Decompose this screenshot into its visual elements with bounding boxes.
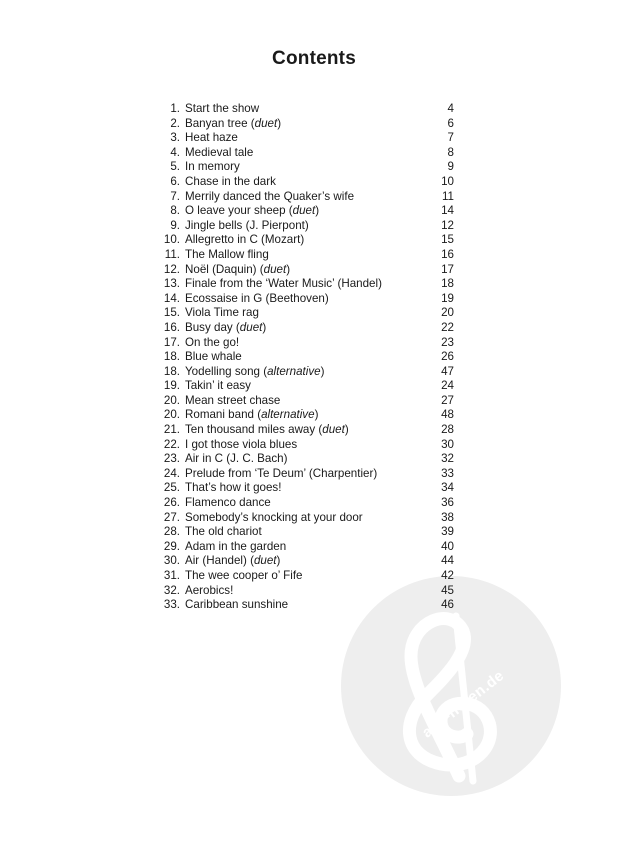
entry-number: 19. (163, 379, 180, 393)
entry-title (185, 233, 304, 248)
entry-page: 28 (441, 423, 454, 437)
entry-title (185, 394, 280, 409)
entry-title-text: Air (Handel) (185, 554, 247, 568)
entry-title (185, 336, 239, 351)
entry-number: 18. (163, 350, 180, 364)
entry-page: 15 (441, 233, 454, 247)
entry-title (185, 467, 377, 482)
entry-page: 40 (441, 539, 454, 553)
toc-entry (150, 423, 454, 438)
entry-number: 4. (170, 145, 180, 159)
toc-entry (150, 511, 454, 526)
entry-title-text: That’s how it goes! (185, 481, 282, 495)
entry-title-text: Heat haze (185, 131, 238, 145)
entry-number: 17. (163, 335, 180, 349)
entry-title: O leave your sheep (duet) (185, 204, 320, 218)
toc-entry (150, 263, 454, 278)
entry-page: 30 (441, 437, 454, 451)
entry-number: 6. (170, 174, 180, 188)
toc-entry (150, 350, 454, 365)
toc-entry (150, 379, 454, 394)
entry-number: 32. (163, 583, 180, 597)
toc-entry (150, 365, 454, 380)
entry-title (185, 102, 259, 117)
entry-title-text: The Mallow fling (185, 247, 269, 261)
toc-entry (150, 190, 454, 205)
toc-entry (150, 394, 454, 409)
entry-title (185, 146, 253, 161)
entry-title: Ten thousand miles away (duet) (185, 423, 349, 437)
entry-page: 27 (441, 393, 454, 407)
toc-entry (150, 248, 454, 263)
entry-page: 48 (441, 408, 454, 422)
entry-note: duet (253, 554, 277, 568)
entry-title (185, 190, 354, 205)
entry-title-text: Aerobics! (185, 583, 234, 597)
entry-number: 30. (163, 554, 180, 568)
entry-page: 32 (441, 452, 454, 466)
entry-number: 18. (163, 364, 180, 378)
entry-number: 1. (170, 102, 180, 115)
entry-page: 24 (441, 379, 454, 393)
entry-page: 4 (447, 102, 454, 115)
entry-page: 44 (441, 554, 454, 568)
entry-note: alternative (267, 364, 321, 378)
entry-number: 3. (170, 131, 180, 145)
toc-entry (150, 452, 454, 467)
entry-number: 8. (170, 204, 180, 218)
entry-title (185, 525, 262, 540)
toc-entry (150, 131, 454, 146)
entry-title (185, 350, 242, 365)
entry-title: Noël (Daquin) (duet) (185, 262, 291, 276)
entry-title-text: Merrily danced the Quaker’s wife (185, 189, 355, 203)
toc-entry (150, 336, 454, 351)
entry-title-text: The old chariot (185, 525, 262, 539)
entry-title-text: In memory (185, 160, 240, 174)
entry-page: 7 (447, 131, 454, 145)
toc-entry (150, 292, 454, 307)
entry-page: 38 (441, 510, 454, 524)
entry-number: 15. (163, 306, 180, 320)
toc-entry (150, 598, 454, 613)
entry-title-text: Jingle bells (J. Pierpont) (185, 218, 309, 232)
entry-page: 10 (441, 174, 454, 188)
entry-page: 11 (441, 189, 454, 203)
table-of-contents (150, 102, 454, 613)
entry-title: Busy day (duet) (185, 320, 267, 334)
entry-title (185, 569, 303, 584)
toc-entry (150, 481, 454, 496)
entry-title: Banyan tree (duet) (185, 116, 282, 130)
entry-title (185, 438, 297, 453)
toc-entry (150, 525, 454, 540)
toc-entry (150, 569, 454, 584)
entry-page: 42 (441, 569, 454, 582)
entry-title-text: Somebody’s knocking at your door (185, 510, 363, 524)
toc-entry (150, 175, 454, 190)
toc-entry (150, 233, 454, 248)
entry-page: 36 (441, 496, 454, 510)
entry-page: 8 (447, 145, 454, 159)
entry-title-text: On the go! (185, 335, 240, 349)
entry-title (185, 379, 251, 394)
toc-entry (150, 584, 454, 599)
entry-number: 28. (163, 525, 180, 539)
entry-page: 23 (441, 335, 454, 349)
entry-page: 26 (441, 350, 454, 364)
entry-number: 20. (163, 408, 180, 422)
entry-title: Romani band (alternative) (185, 408, 319, 422)
entry-title-text: The wee cooper o’ Fife (185, 569, 303, 582)
entry-title-text: Ecossaise in G (Beethoven) (185, 291, 329, 305)
entry-title-text: Chase in the dark (185, 174, 276, 188)
entry-number: 12. (163, 262, 180, 276)
toc-entry (150, 554, 454, 569)
entry-title-text: Takin’ it easy (185, 379, 251, 393)
entry-note: duet (239, 320, 263, 334)
entry-page: 19 (441, 291, 454, 305)
entry-page: 33 (441, 466, 454, 480)
entry-number: 14. (163, 291, 180, 305)
entry-number: 10. (163, 233, 180, 247)
toc-entry (150, 160, 454, 175)
entry-title-text: Flamenco dance (185, 496, 271, 510)
entry-number: 20. (163, 393, 180, 407)
entry-page: 34 (441, 481, 454, 495)
entry-title-text: Medieval tale (185, 145, 254, 159)
entry-title-text: Banyan tree (185, 116, 248, 130)
entry-title (185, 584, 233, 599)
entry-title (185, 175, 276, 190)
toc-entry (150, 277, 454, 292)
entry-title-text: Viola Time rag (185, 306, 259, 320)
entry-title: Air (Handel) (duet) (185, 554, 281, 568)
entry-number: 24. (163, 466, 180, 480)
entry-title-text: Start the show (185, 102, 260, 115)
toc-entry (150, 321, 454, 336)
entry-title-text: Air in C (J. C. Bach) (185, 452, 288, 466)
entry-title-text: Mean street chase (185, 393, 281, 407)
entry-title (185, 496, 271, 511)
entry-page: 47 (441, 364, 454, 378)
entry-page: 9 (447, 160, 454, 174)
entry-title (185, 598, 288, 613)
toc-entry (150, 219, 454, 234)
entry-number: 31. (163, 569, 180, 582)
entry-page: 17 (441, 262, 454, 276)
entry-number: 29. (163, 539, 180, 553)
entry-title-text: Caribbean sunshine (185, 598, 289, 612)
entry-page: 22 (441, 320, 454, 334)
entry-title-text: Adam in the garden (185, 539, 287, 553)
entry-number: 2. (170, 116, 180, 130)
entry-number: 25. (163, 481, 180, 495)
entry-title (185, 452, 287, 467)
entry-title: Yodelling song (alternative) (185, 364, 325, 378)
entry-title-text: Blue whale (185, 350, 242, 364)
entry-number: 16. (163, 320, 180, 334)
toc-entry (150, 540, 454, 555)
entry-note: duet (292, 204, 316, 218)
toc-entry (150, 408, 454, 423)
toc-entry (150, 117, 454, 132)
entry-note: duet (263, 262, 287, 276)
page-title: Contents (272, 48, 356, 69)
toc-entry (150, 204, 454, 219)
entry-title (185, 277, 382, 292)
entry-title-text: Finale from the ‘Water Music’ (Handel) (185, 277, 382, 291)
entry-page: 46 (441, 598, 454, 612)
entry-title (185, 219, 309, 234)
entry-title-text: Allegretto in C (Mozart) (185, 233, 305, 247)
entry-title-text: Romani band (185, 408, 254, 422)
entry-page: 16 (441, 247, 454, 261)
toc-entry (150, 438, 454, 453)
entry-title (185, 131, 238, 146)
entry-title-text: I got those viola blues (185, 437, 298, 451)
entry-title (185, 292, 329, 307)
entry-page: 39 (441, 525, 454, 539)
entry-number: 13. (163, 277, 180, 291)
entry-note: alternative (261, 408, 315, 422)
toc-entry (150, 306, 454, 321)
entry-page: 45 (441, 583, 454, 597)
toc-entry (150, 146, 454, 161)
entry-number: 11. (164, 247, 180, 261)
entry-page: 12 (441, 218, 454, 232)
entry-number: 26. (163, 496, 180, 510)
entry-title-text: Noël (Daquin) (185, 262, 257, 276)
entry-title (185, 248, 269, 263)
entry-number: 22. (163, 437, 180, 451)
entry-title (185, 306, 259, 321)
entry-page: 18 (441, 277, 454, 291)
entry-title-text: Prelude from ‘Te Deum’ (Charpentier) (185, 466, 378, 480)
entry-number: 5. (170, 160, 180, 174)
entry-note: duet (254, 116, 278, 130)
entry-page: 14 (441, 204, 454, 218)
entry-number: 21. (163, 423, 180, 437)
entry-title (185, 540, 286, 555)
entry-number: 7. (170, 189, 180, 203)
entry-title-text: Yodelling song (185, 364, 260, 378)
entry-title (185, 160, 240, 175)
toc-entry (150, 496, 454, 511)
entry-number: 23. (163, 452, 180, 466)
entry-number: 27. (163, 510, 180, 524)
entry-title (185, 511, 363, 526)
entry-title (185, 481, 281, 496)
toc-entry (150, 102, 454, 117)
entry-title-text: Busy day (185, 320, 233, 334)
entry-title-text: Ten thousand miles away (185, 423, 316, 437)
toc-entry (150, 467, 454, 482)
entry-title-text: O leave your sheep (185, 204, 286, 218)
entry-note: duet (322, 423, 345, 437)
entry-number: 33. (163, 598, 180, 612)
watermark-text: alle-noten.de (419, 667, 508, 742)
entry-page: 20 (441, 306, 454, 320)
entry-page: 6 (447, 116, 454, 130)
entry-number: 9. (170, 218, 180, 232)
